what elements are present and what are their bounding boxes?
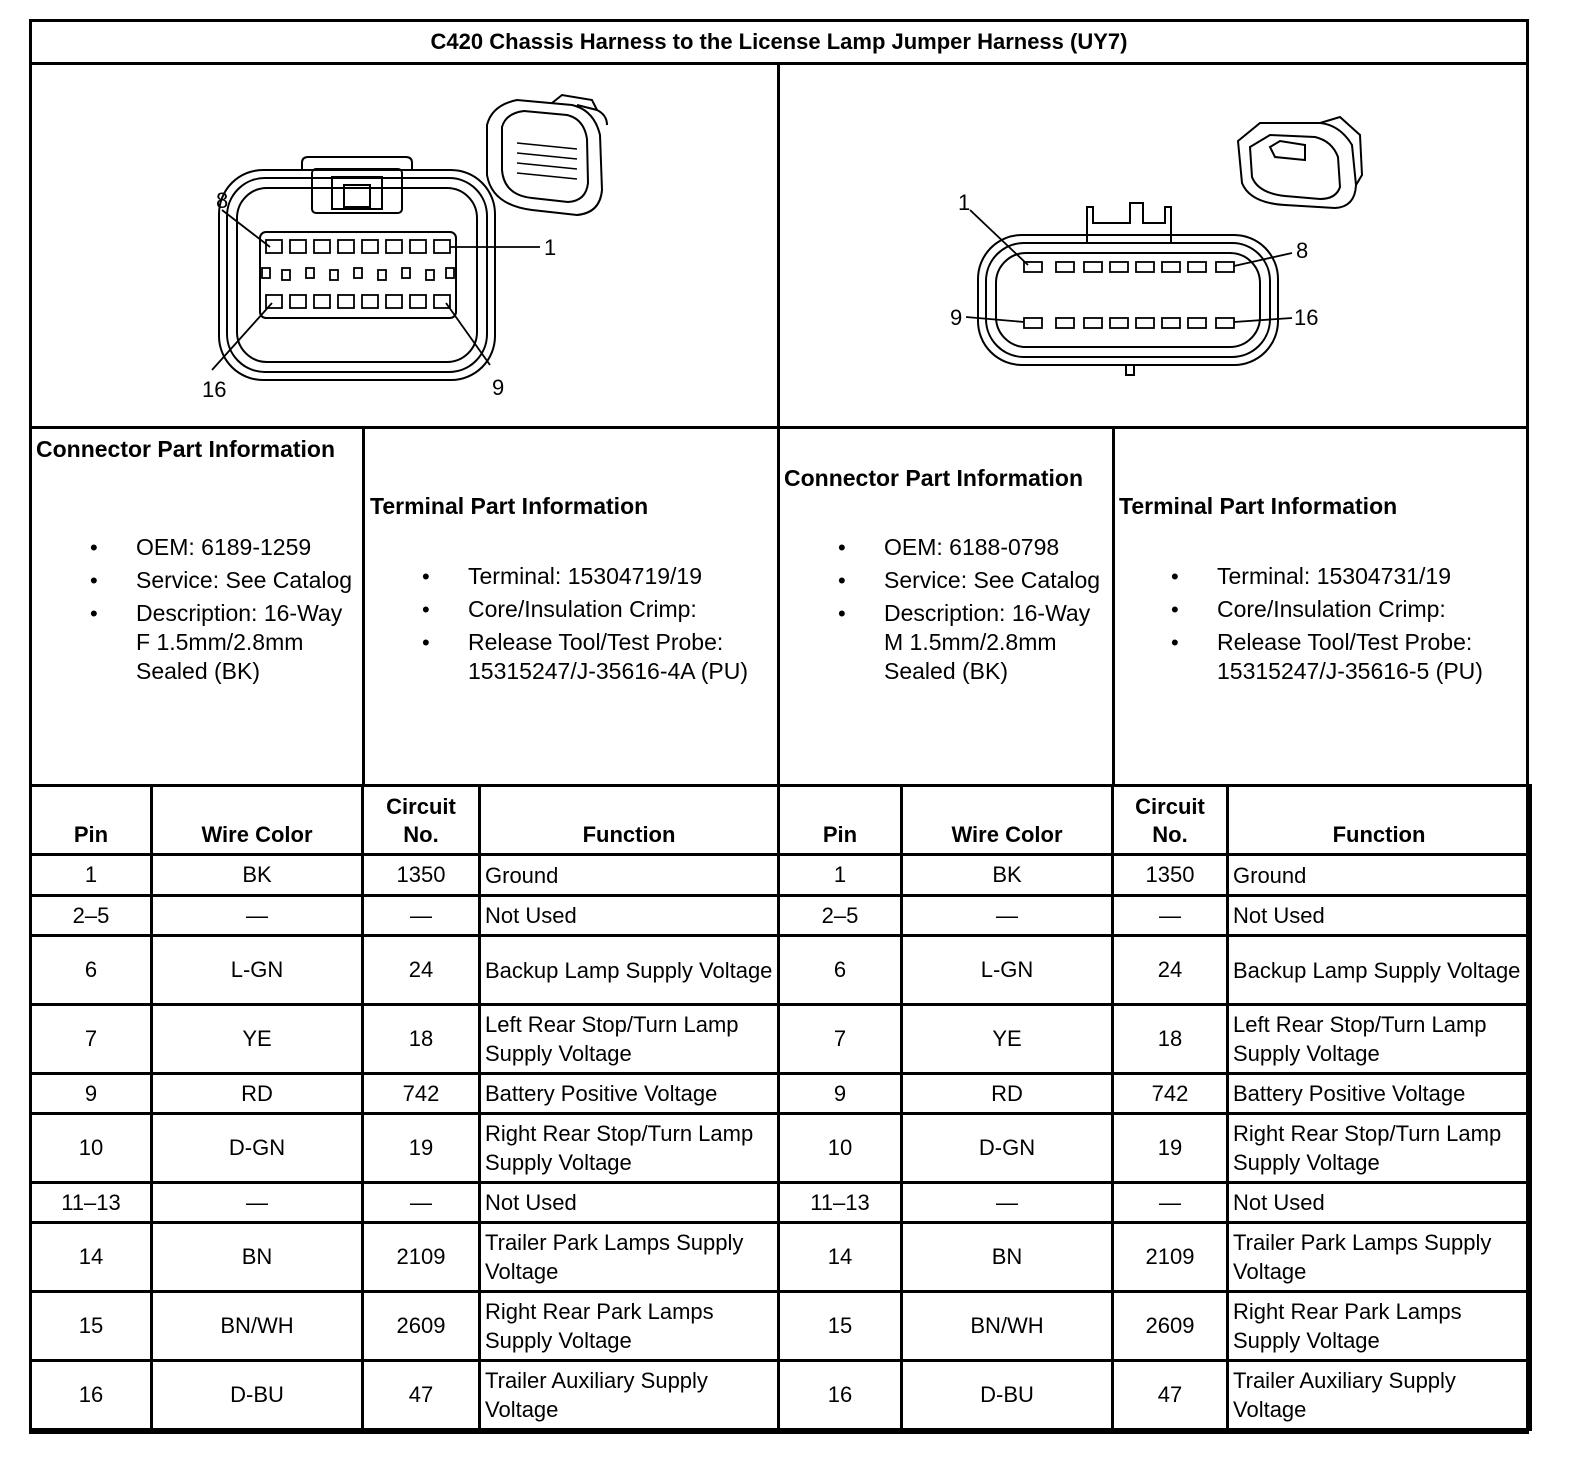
left-terminal-info (364, 426, 777, 784)
left-terminal-heading: Terminal Part Information (370, 493, 649, 519)
left-connector-description: • Description: 16-Way F 1.5mm/2.8mm Sealed (BK) (136, 599, 356, 686)
right-connector-diagram (780, 65, 1526, 426)
cell-pin: 9 (779, 1074, 902, 1114)
cell-pin: 11–13 (779, 1183, 902, 1223)
cell-function: Backup Lamp Supply Voltage (480, 936, 779, 1005)
left-connector-oem: • OEM: 6189-1259 (136, 533, 356, 562)
page-title: C420 Chassis Harness to the License Lamp Jumper Harness (UY7) (32, 22, 1526, 65)
divider (1112, 426, 1115, 784)
cell-circuit-no: — (363, 1183, 480, 1223)
right-connector-isometric (1238, 117, 1362, 208)
cell-pin: 6 (779, 936, 902, 1005)
cell-pin: 14 (779, 1223, 902, 1292)
cell-pin: 2–5 (31, 896, 152, 936)
cell-circuit-no: 742 (363, 1074, 480, 1114)
cell-wire-color: RD (902, 1074, 1113, 1114)
table-row (31, 855, 1531, 896)
cell-function: Battery Positive Voltage (480, 1074, 779, 1114)
right-connector-drawing (780, 65, 1526, 426)
left-connector-isometric (487, 95, 607, 215)
cell-function: Not Used (480, 896, 779, 936)
cell-pin: 11–13 (31, 1183, 152, 1223)
left-callout-bottom-right: 9 (492, 375, 505, 400)
cell-pin: 2–5 (779, 896, 902, 936)
cell-wire-color: — (902, 1183, 1113, 1223)
divider (777, 426, 780, 784)
cell-function: Left Rear Stop/Turn Lamp Supply Voltage (1228, 1005, 1531, 1074)
right-callout-top-right: 8 (1296, 238, 1309, 263)
cell-circuit-no: — (1113, 1183, 1228, 1223)
cell-pin: 15 (779, 1292, 902, 1361)
cell-wire-color: BN (152, 1223, 363, 1292)
cell-wire-color: D-GN (902, 1114, 1113, 1183)
left-connector-heading: Connector Part Information (36, 436, 336, 462)
cell-function: Not Used (480, 1183, 779, 1223)
table-row (31, 1114, 1531, 1183)
cell-circuit-no: 24 (1113, 936, 1228, 1005)
table-row (31, 1223, 1531, 1292)
right-connector-description: • Description: 16-Way M 1.5mm/2.8mm Sealed (BK) (884, 599, 1110, 686)
right-callout-bottom-left: 9 (950, 305, 963, 330)
cell-pin: 14 (31, 1223, 152, 1292)
cell-wire-color: BN/WH (902, 1292, 1113, 1361)
cell-wire-color: BN (902, 1223, 1113, 1292)
cell-wire-color: YE (152, 1005, 363, 1074)
cell-circuit-no: 2609 (1113, 1292, 1228, 1361)
cell-circuit-no: 2109 (1113, 1223, 1228, 1292)
right-connector-service: • Service: See Catalog (884, 566, 1110, 595)
connector-sheet (29, 19, 1529, 1434)
header-circuit-no: Circuit No. (363, 786, 480, 855)
right-connector-heading: Connector Part Information (784, 465, 1084, 491)
cell-function: Not Used (1228, 896, 1531, 936)
cell-circuit-no: 18 (363, 1005, 480, 1074)
left-terminal-tool: • Release Tool/Test Probe: 15315247/J-35616-4A (PU) (468, 628, 778, 686)
cell-wire-color: — (152, 896, 363, 936)
cell-wire-color: D-BU (152, 1361, 363, 1430)
cell-wire-color: RD (152, 1074, 363, 1114)
right-callout-bottom-right: 16 (1294, 305, 1319, 330)
right-terminal-number: • Terminal: 15304731/19 (1217, 562, 1527, 591)
cell-circuit-no: 742 (1113, 1074, 1228, 1114)
cell-function: Trailer Auxiliary Supply Voltage (1228, 1361, 1531, 1430)
cell-wire-color: — (152, 1183, 363, 1223)
cell-pin: 7 (779, 1005, 902, 1074)
cell-function: Not Used (1228, 1183, 1531, 1223)
table-row (31, 936, 1531, 1005)
cell-function: Right Rear Stop/Turn Lamp Supply Voltage (1228, 1114, 1531, 1183)
left-connector-drawing (32, 65, 780, 426)
left-connector-info (32, 426, 364, 784)
table-header-row (31, 786, 1531, 855)
header-function: Function (1228, 786, 1531, 855)
cell-circuit-no: — (1113, 896, 1228, 936)
left-connector-service: • Service: See Catalog (136, 566, 356, 595)
cell-function: Right Rear Park Lamps Supply Voltage (480, 1292, 779, 1361)
cell-function: Trailer Auxiliary Supply Voltage (480, 1361, 779, 1430)
cell-pin: 1 (779, 855, 902, 896)
cell-wire-color: BK (902, 855, 1113, 896)
table-row (31, 1074, 1531, 1114)
cell-pin: 6 (31, 936, 152, 1005)
cell-wire-color: L-GN (902, 936, 1113, 1005)
table-row (31, 896, 1531, 936)
header-pin: Pin (779, 786, 902, 855)
cell-circuit-no: 19 (1113, 1114, 1228, 1183)
cell-circuit-no: 18 (1113, 1005, 1228, 1074)
cell-function: Ground (480, 855, 779, 896)
cell-circuit-no: 2609 (363, 1292, 480, 1361)
left-callout-top-left: 8 (216, 188, 229, 213)
cell-pin: 16 (779, 1361, 902, 1430)
right-terminal-tool: • Release Tool/Test Probe: 15315247/J-35616-5 (PU) (1217, 628, 1527, 686)
cell-circuit-no: 19 (363, 1114, 480, 1183)
cell-function: Trailer Park Lamps Supply Voltage (1228, 1223, 1531, 1292)
right-terminal-crimp: • Core/Insulation Crimp: (1217, 595, 1527, 624)
header-pin: Pin (31, 786, 152, 855)
cell-circuit-no: 1350 (1113, 855, 1228, 896)
right-callout-top-left: 1 (958, 190, 971, 215)
left-connector-diagram (32, 65, 780, 426)
divider (362, 426, 365, 784)
cell-pin: 10 (31, 1114, 152, 1183)
cell-function: Battery Positive Voltage (1228, 1074, 1531, 1114)
cell-function: Right Rear Park Lamps Supply Voltage (1228, 1292, 1531, 1361)
cell-function: Ground (1228, 855, 1531, 896)
cell-function: Left Rear Stop/Turn Lamp Supply Voltage (480, 1005, 779, 1074)
table-row (31, 1292, 1531, 1361)
right-terminal-info (1113, 426, 1526, 784)
cell-wire-color: L-GN (152, 936, 363, 1005)
left-callout-bottom-left: 16 (202, 377, 227, 402)
cell-circuit-no: 47 (1113, 1361, 1228, 1430)
cell-pin: 1 (31, 855, 152, 896)
cell-wire-color: D-GN (152, 1114, 363, 1183)
header-circuit-no: Circuit No. (1113, 786, 1228, 855)
header-function: Function (480, 786, 779, 855)
cell-pin: 10 (779, 1114, 902, 1183)
cell-wire-color: D-BU (902, 1361, 1113, 1430)
table-row (31, 1361, 1531, 1430)
cell-wire-color: — (902, 896, 1113, 936)
pinout-table (29, 784, 1532, 1431)
right-connector-info (780, 426, 1113, 784)
cell-function: Trailer Park Lamps Supply Voltage (480, 1223, 779, 1292)
cell-wire-color: BN/WH (152, 1292, 363, 1361)
cell-circuit-no: 1350 (363, 855, 480, 896)
left-terminal-crimp: • Core/Insulation Crimp: (468, 595, 778, 624)
header-wire-color: Wire Color (902, 786, 1113, 855)
left-terminal-number: • Terminal: 15304719/19 (468, 562, 778, 591)
cell-circuit-no: — (363, 896, 480, 936)
right-terminal-heading: Terminal Part Information (1119, 493, 1398, 519)
right-connector-oem: • OEM: 6188-0798 (884, 533, 1110, 562)
cell-circuit-no: 24 (363, 936, 480, 1005)
cell-pin: 16 (31, 1361, 152, 1430)
cell-circuit-no: 2109 (363, 1223, 480, 1292)
cell-pin: 15 (31, 1292, 152, 1361)
left-callout-top-right: 1 (544, 235, 557, 260)
cell-wire-color: YE (902, 1005, 1113, 1074)
header-wire-color: Wire Color (152, 786, 363, 855)
cell-function: Right Rear Stop/Turn Lamp Supply Voltage (480, 1114, 779, 1183)
cell-pin: 7 (31, 1005, 152, 1074)
cell-function: Backup Lamp Supply Voltage (1228, 936, 1531, 1005)
table-row (31, 1183, 1531, 1223)
cell-circuit-no: 47 (363, 1361, 480, 1430)
cell-pin: 9 (31, 1074, 152, 1114)
cell-wire-color: BK (152, 855, 363, 896)
table-row (31, 1005, 1531, 1074)
